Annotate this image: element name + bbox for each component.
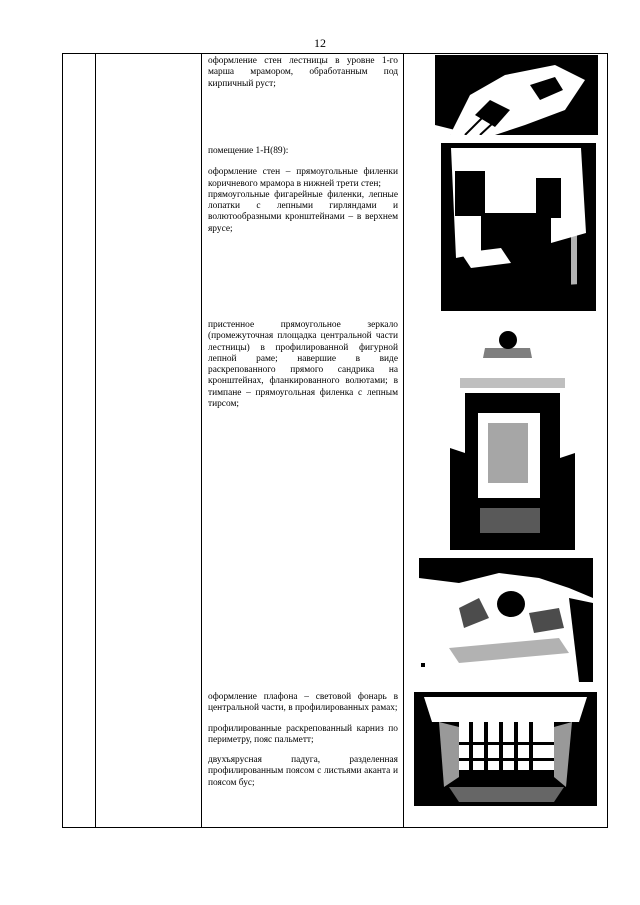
- column-divider: [201, 54, 202, 827]
- entry-paragraph: двухъярусная падуга, разделенная профилированным поясом с листьями аканта и поясом бус;: [208, 755, 398, 788]
- entry-paragraph: помещение 1-Н(89):: [208, 146, 289, 156]
- text-entry-mirror: [208, 320, 398, 416]
- page-number: 12: [314, 36, 326, 50]
- column-divider: [403, 54, 404, 827]
- text-entry-ceiling: [208, 692, 398, 795]
- photo-staircase: [435, 55, 598, 135]
- entry-paragraph: профилированные раскрепованный карниз по периметру, пояс пальметт;: [208, 723, 398, 745]
- text-entry-staircase: [208, 56, 398, 96]
- entry-paragraph: оформление стен – прямоугольные филенки коричневого мрамора в нижней трети стен;: [208, 167, 398, 189]
- photo-mirror-crown: [419, 558, 593, 682]
- entry-paragraph: оформление плафона – световой фонарь в центральной части, в профилированных рамах;: [208, 692, 398, 714]
- text-entry-room: [208, 146, 398, 241]
- column-divider: [95, 54, 96, 827]
- entry-paragraph: прямоугольные фигарейные филенки, лепные лопатки с лепными гирляндами и волютообразными кронштейнами – в верхнем ярусе;: [208, 189, 398, 234]
- photo-ceiling-skylight: [414, 692, 597, 806]
- photo-room: [441, 143, 596, 311]
- entry-paragraph: пристенное прямоугольное зеркало (промежуточная площадка центральной части лестницы) в профилированной фигурной лепной раме; навершие в виде раскрепованного прямого сандрика на кронштейнах, фланкированного волютами; в тимпане – прямоугольная филенка с лепным тирсом;: [208, 320, 398, 409]
- photo-mirror: [450, 318, 575, 550]
- entry-paragraph: оформление стен лестницы в уровне 1-го марша мрамором, обработанным под кирпичный руст;: [208, 56, 398, 89]
